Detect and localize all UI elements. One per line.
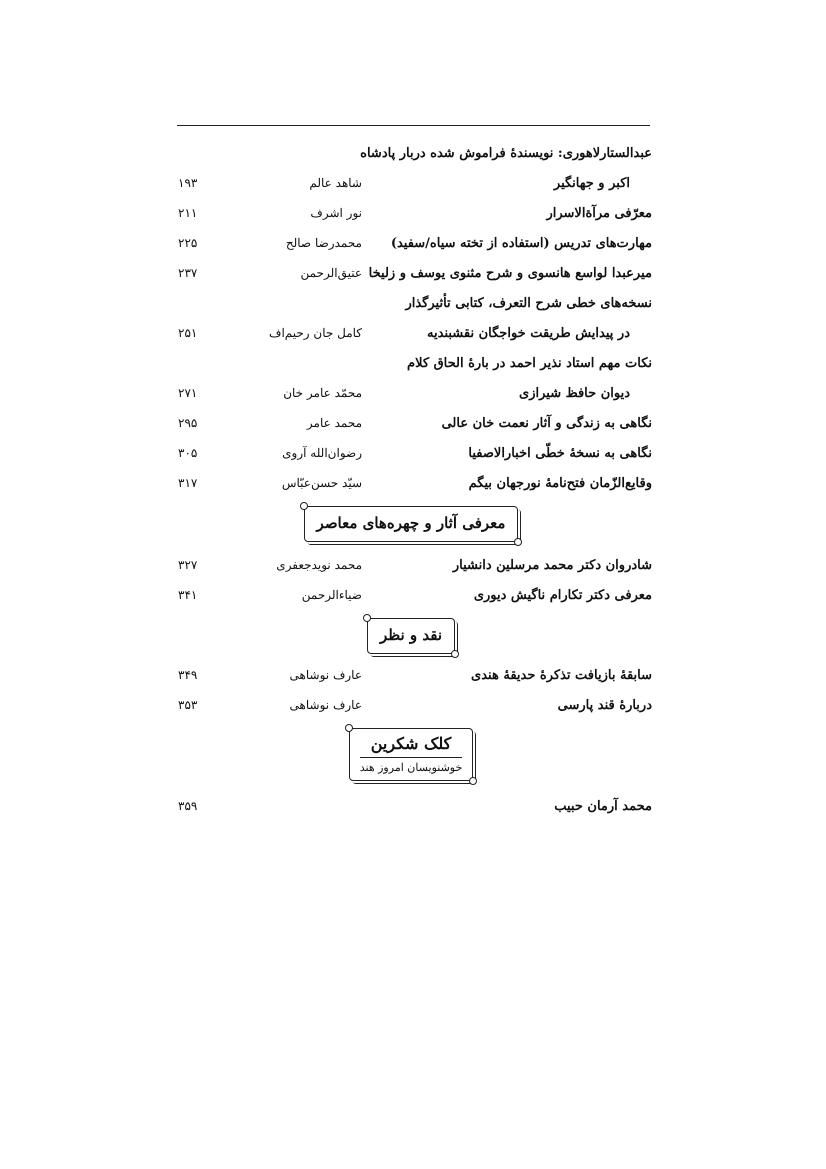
toc-group-3 [170, 662, 652, 722]
toc-entry [170, 320, 652, 350]
section-banner-calligraphy [170, 722, 652, 793]
entry-title: سابقۀ بازیافت تذکرۀ حدیقۀ هندی [471, 668, 652, 683]
entry-author: کامل جان رحیم‌اف [269, 326, 362, 340]
entry-author: شاهد عالم [309, 176, 362, 190]
entry-page-number: ۲۳۷ [178, 266, 198, 280]
entry-page-number: ۲۵۱ [178, 326, 198, 340]
entry-title: مهارت‌های تدریس (استفاده از تخته سیاه/سفید) [390, 236, 652, 251]
entry-title: دیوان حافظ شیرازی [519, 386, 630, 401]
toc-entry [170, 662, 652, 692]
entry-author: رضوان‌الله آروی [282, 446, 362, 460]
entry-page-number: ۲۹۵ [178, 416, 198, 430]
entry-title: میرعبدا لواسع هانسوی و شرح مثنوی یوسف و زلیخا [368, 266, 652, 281]
toc-group-1 [170, 140, 652, 500]
entry-title: محمد آرمان حبیب [554, 799, 652, 814]
entry-page-number: ۱۹۳ [178, 176, 198, 190]
entry-author: عارف نوشاهی [289, 698, 362, 712]
entry-author: نور اشرف [310, 206, 362, 220]
toc-entry [170, 170, 652, 200]
entry-page-number: ۲۲۵ [178, 236, 198, 250]
entry-title: نکات مهم استاد نذیر احمد در بارۀ الحاق کلام [407, 356, 652, 371]
toc-entry [170, 692, 652, 722]
entry-author: سیّد حسن‌عبّاس [281, 476, 362, 490]
entry-page-number: ۳۱۷ [178, 476, 198, 490]
toc-entry [170, 200, 652, 230]
entry-page-number: ۳۲۷ [178, 558, 198, 572]
section-banner-critique [170, 612, 652, 662]
entry-page-number: ۲۷۱ [178, 386, 198, 400]
section-title-critique: نقد و نظر [367, 618, 455, 654]
entry-title: شادروان دکتر محمد مرسلین دانشیار [452, 558, 652, 573]
section-banner-contemporary [170, 500, 652, 552]
section-title-contemporary: معرفی آثار و چهره‌های معاصر [304, 506, 519, 542]
entry-author: محمد نویدجعفری [276, 558, 362, 572]
toc-entry [170, 552, 652, 582]
entry-page-number: ۳۵۹ [178, 799, 198, 813]
toc-entry [170, 290, 652, 320]
toc-entry [170, 260, 652, 290]
toc-page [170, 140, 652, 823]
toc-entry [170, 410, 652, 440]
toc-entry [170, 230, 652, 260]
entry-page-number: ۳۰۵ [178, 446, 198, 460]
entry-author: محمد عامر [306, 416, 362, 430]
toc-entry [170, 380, 652, 410]
top-rule [177, 125, 650, 126]
entry-title: نگاهی به زندگی و آثار نعمت خان عالی [441, 416, 652, 431]
entry-page-number: ۳۴۱ [178, 588, 198, 602]
entry-title: معرفی دکتر تکارام ناگیش دیوری [473, 588, 652, 603]
toc-entry [170, 582, 652, 612]
toc-entry [170, 350, 652, 380]
entry-page-number: ۲۱۱ [178, 206, 198, 220]
toc-group-4 [170, 793, 652, 823]
entry-title: وقایع‌الزّمان فتح‌نامۀ نورجهان بیگم [468, 476, 652, 491]
toc-entry [170, 440, 652, 470]
entry-page-number: ۳۴۹ [178, 668, 198, 682]
entry-title: نسخه‌های خطی شرح التعرف، کتابی تأثیرگذار [405, 296, 652, 311]
section-subtitle-calligraphy: خوشنویسان امروز هند [360, 757, 463, 774]
entry-author: محمدرضا صالح [285, 236, 362, 250]
entry-author: ضیاءالرحمن [301, 588, 362, 602]
entry-title: دربارۀ قند پارسی [557, 698, 652, 713]
toc-group-2 [170, 552, 652, 612]
toc-entry [170, 140, 652, 170]
entry-author: عارف نوشاهی [289, 668, 362, 682]
entry-title: اکبر و جهانگیر [553, 176, 630, 191]
entry-title: معرّفی مرآةالاسرار [546, 206, 652, 221]
entry-title: نگاهی به نسخۀ خطّی اخبارالاصفیا [468, 446, 652, 461]
toc-entry [170, 793, 652, 823]
entry-author: محمّد عامر خان [283, 386, 362, 400]
section-box-calligraphy [349, 728, 474, 781]
entry-title: عبدالستارلاهوری: نویسندۀ فراموش شده دربار پادشاه [360, 146, 652, 161]
entry-author: عتیق‌الرحمن [300, 266, 362, 280]
entry-title: در پیدایش طریقت خواجگان نقشبندیه [427, 326, 630, 341]
section-title-calligraphy: کلک شکرین [370, 734, 452, 753]
entry-page-number: ۳۵۳ [178, 698, 198, 712]
toc-entry [170, 470, 652, 500]
